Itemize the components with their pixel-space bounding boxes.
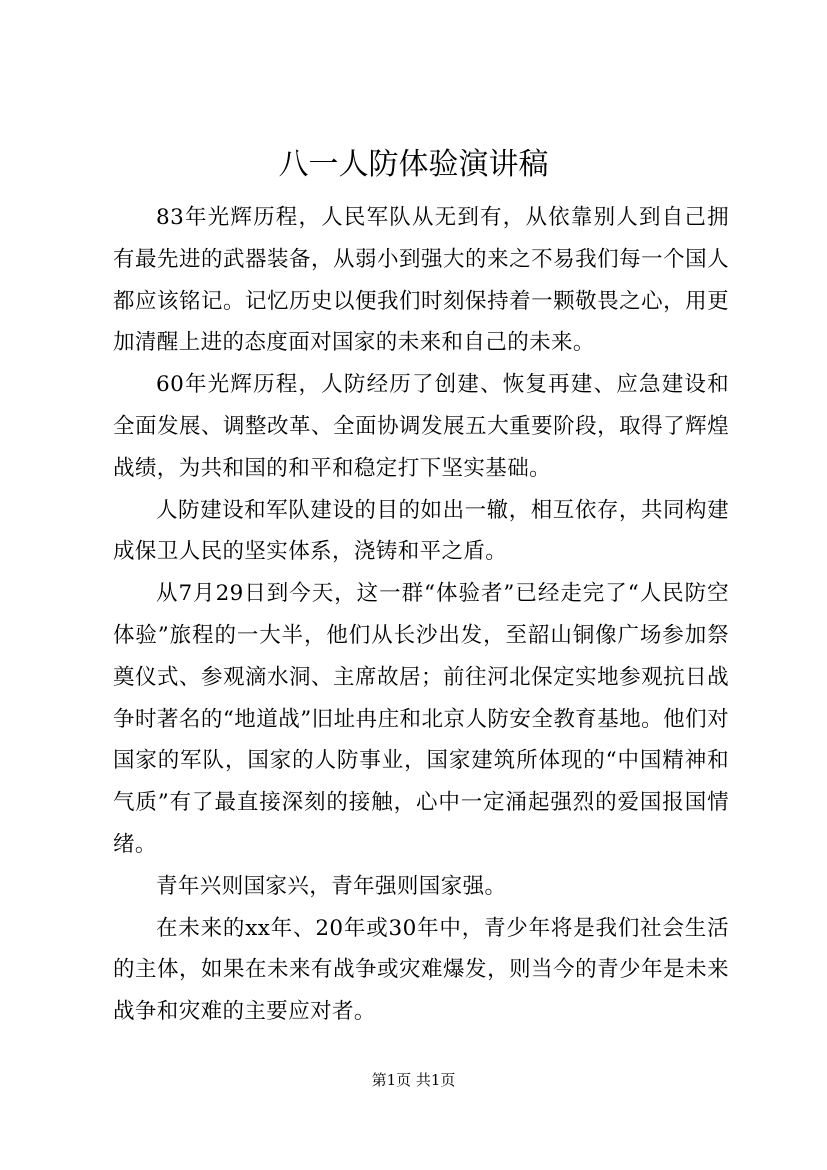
paragraph-4: 从7月29日到今天，这一群“体验者”已经走完了“人民防空体验”旅程的一大半，他们从长沙出发，至韶山铜像广场参加祭奠仪式、参观滴水洞、主席故居；前往河北保定实地参观抗日战争时著名的“地道战”旧址冉庄和北京人防安全教育基地。他们对国家的军队，国家的人防事业，国家建筑所体现的“中国精神和气质”有了最直接深刻的接触，心中一定涌起强烈的爱国报国情绪。 bbox=[113, 581, 729, 857]
paragraph-1: 83年光辉历程，人民军队从无到有，从依靠别人到自己拥有最先进的武器装备，从弱小到强大的来之不易我们每一个国人都应该铭记。记忆历史以便我们时刻保持着一颗敬畏之心，用更加清醒上进的态度面对国家的未来和自己的未来。 bbox=[113, 205, 729, 356]
paragraph-5: 青年兴则国家兴，青年强则国家强。 bbox=[156, 873, 507, 899]
page-number-footer: 第1页 共1页 bbox=[371, 1071, 456, 1089]
document-body bbox=[113, 197, 729, 1033]
paragraph-6: 在未来的xx年、20年或30年中，青少年将是我们社会生活的主体，如果在未来有战争或灾难爆发，则当今的青少年是未来战争和灾难的主要应对者。 bbox=[113, 915, 729, 1025]
paragraph-2: 60年光辉历程，人防经历了创建、恢复再建、应急建设和全面发展、调整改革、全面协调发展五大重要阶段，取得了辉煌战绩，为共和国的和平和稳定打下坚实基础。 bbox=[113, 372, 729, 481]
paragraph-3: 人防建设和军队建设的目的如出一辙，相互依存，共同构建成保卫人民的坚实体系，浇铸和平之盾。 bbox=[113, 497, 729, 565]
document-title: 八一人防体验演讲稿 bbox=[278, 147, 549, 182]
